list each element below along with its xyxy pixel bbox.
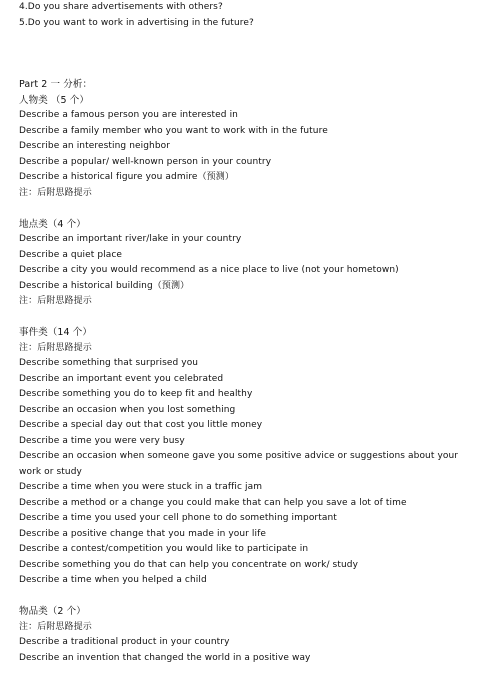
- list-item: Describe an important river/lake in your country: [19, 234, 242, 244]
- question-4: 4.Do you share advertisements with others?: [19, 2, 223, 12]
- list-item: Describe a quiet place: [19, 249, 123, 260]
- list-item: Describe an invention that changed the world in a positive way: [19, 652, 311, 663]
- list-item: Describe a historical building（预测）: [19, 280, 190, 291]
- section-heading-objects: 物品类（2 个）: [19, 606, 86, 617]
- list-item: Describe a special day out that cost you little money: [19, 420, 263, 430]
- section-note: 注：后附思路提示: [19, 187, 92, 198]
- section-note: 注：后附思路提示: [19, 621, 92, 632]
- section-heading-places: 地点类（4 个）: [19, 218, 86, 230]
- list-item: Describe something you do that can help you concentrate on work/ study: [19, 559, 359, 570]
- part-title: Part 2 一 分析：: [19, 79, 93, 90]
- list-item: Describe a method or a change you could make that can help you save a lot of time: [19, 497, 407, 508]
- list-item: Describe a popular/ well-known person in your country: [19, 156, 272, 167]
- document-page: [19, 0, 469, 666]
- list-item: Describe an interesting neighbor: [19, 141, 171, 151]
- list-item: Describe an occasion when you lost something: [19, 404, 236, 415]
- list-item: Describe a time when you were stuck in a traffic jam: [19, 482, 263, 492]
- list-item: Describe a historical figure you admire（预测）: [19, 172, 234, 182]
- list-item: Describe something that surprised you: [19, 358, 199, 368]
- list-item: Describe an important event you celebrated: [19, 373, 224, 384]
- list-item: Describe a contest/competition you would like to participate in: [19, 544, 309, 554]
- list-item: Describe a famous person you are interested in: [19, 110, 238, 120]
- list-item: Describe an occasion when someone gave you some positive advice or suggestions about your work or study: [19, 451, 459, 477]
- list-item: Describe something you do to keep fit and healthy: [19, 389, 253, 399]
- section-note: 注：后附思路提示: [19, 296, 92, 306]
- list-item: Describe a city you would recommend as a nice place to live (not your hometown): [19, 265, 399, 275]
- list-item: Describe a traditional product in your country: [19, 637, 230, 647]
- list-item: Describe a time when you helped a child: [19, 575, 207, 585]
- list-item: Describe a family member who you want to work with in the future: [19, 125, 328, 136]
- list-item: Describe a time you were very busy: [19, 435, 185, 446]
- section-note: 注：后附思路提示: [19, 342, 92, 353]
- list-item: Describe a positive change that you made in your life: [19, 528, 267, 539]
- list-item: Describe a time you used your cell phone to do something important: [19, 513, 337, 523]
- section-heading-people: 人物类 （5 个）: [19, 94, 89, 106]
- section-heading-events: 事件类（14 个）: [19, 327, 93, 338]
- question-5: 5.Do you want to work in advertising in the future?: [19, 17, 254, 28]
